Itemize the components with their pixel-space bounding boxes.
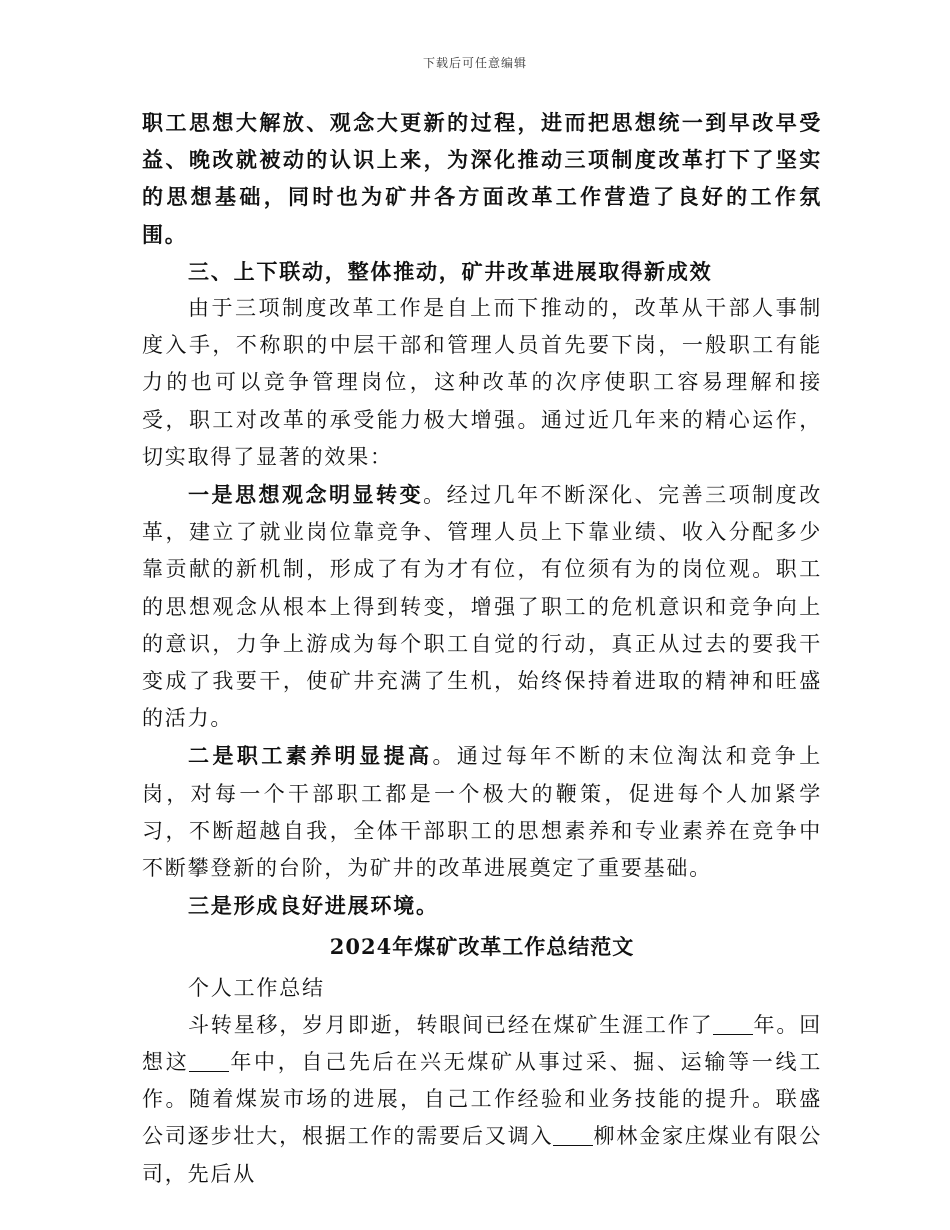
- document-body: [142, 104, 822, 1193]
- paragraph-intro: 由于三项制度改革工作是自上而下推动的，改革从干部人事制度入手，不称职的中层干部和管理人员首先要下岗，一般职工有能力的也可以竞争管理岗位，这种改革的次序使职工容易理解和接受，职工对改革的承受能力极大增强。通过近几年来的精心运作，切实取得了显著的效果：: [142, 296, 822, 469]
- point-one-text: 。经过几年不断深化、完善三项制度改革，建立了就业岗位靠竞争、管理人员上下靠业绩、收入分配多少靠贡献的新机制，形成了有为才有位，有位须有为的岗位观。职工的思想观念从根本上得到转变，增强了职工的危机意识和竞争向上的意识，力争上游成为每个职工自觉的行动，真正从过去的要我干变成了我要干，使矿井充满了生机，始终保持着进取的精神和旺盛的活力。: [142, 483, 822, 731]
- paragraph-point-one: [142, 476, 822, 737]
- intro-part-a: 斗转星移，岁月即逝，转眼间已经在煤矿生涯工作了: [188, 1012, 714, 1037]
- intro-part-b: 年。回想这: [142, 1012, 822, 1075]
- page-header: 下载后可任意编辑: [422, 56, 527, 70]
- blank-company: [553, 1125, 593, 1146]
- document-title: 2024年煤矿改革工作总结范文: [329, 934, 635, 960]
- intro-part-d: 柳林金家庄煤业有限公司，先后从: [142, 1124, 823, 1186]
- point-two-text: 。通过每年不断的末位淘汰和竞争上岗，对每一个干部职工都是一个极大的鞭策，促进每个人加紧学习，不断超越自我，全体干部职工的思想素养和专业素养在竞争中不断攀登新的台阶，为矿井的改革进展奠定了重要基础。: [142, 744, 822, 881]
- paragraph-continuation: 职工思想大解放、观念大更新的过程，进而把思想统一到早改早受益、晚改就被动的认识上来，为深化推动三项制度改革打下了坚实的思想基础，同时也为矿井各方面改革工作营造了良好的工作氛围。: [142, 110, 822, 247]
- blank-years-2: [189, 1051, 229, 1072]
- intro-part-c: 年中，自己先后在兴无煤矿从事过采、掘、运输等一线工作。随着煤炭市场的进展，自己工作经验和业务技能的提升。联盛公司逐步壮大，根据工作的需要后又调入: [142, 1050, 823, 1149]
- point-two-lead: 二是职工素养明显提高: [188, 743, 433, 769]
- paragraph-point-three: 三是形成良好进展环境。: [188, 893, 439, 919]
- paragraph-point-two: [142, 737, 822, 887]
- blank-years: [713, 1014, 753, 1035]
- subtitle-personal-summary: 个人工作总结: [188, 975, 325, 1000]
- section-heading: 三、上下联动，整体推动，矿井改革进展取得新成效: [188, 258, 713, 284]
- point-one-lead: 一是思想观念明显转变: [188, 482, 424, 508]
- paragraph-personal-intro: [142, 1007, 822, 1193]
